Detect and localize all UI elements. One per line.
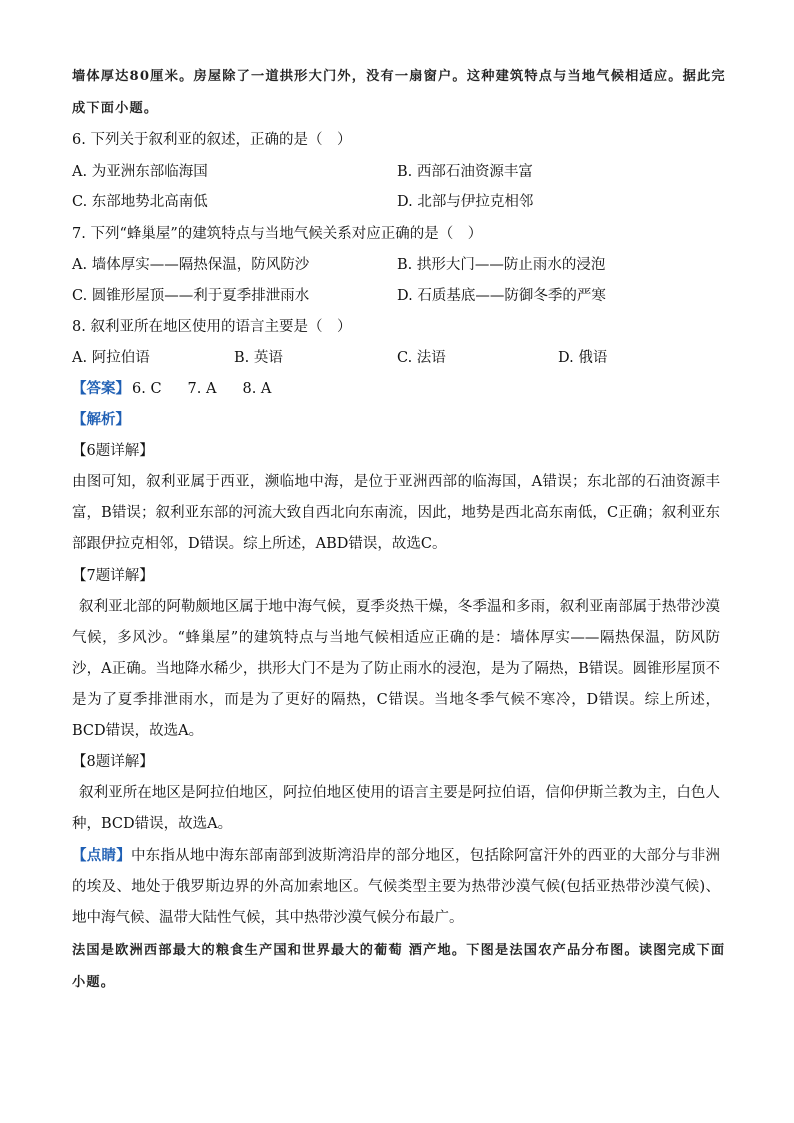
question-8-option-c: C. 法语 (397, 350, 446, 366)
question-8-stem: 8. 叙利亚所在地区使用的语言主要是（ ） (72, 319, 352, 335)
question-7-option-c: C. 圆锥形屋顶——利于夏季排泄雨水 (72, 288, 310, 304)
detail-8-text: 叙利亚所在地区是阿拉伯地区，阿拉伯地区使用的语言主要是阿拉伯语，信仰伊斯兰教为主，白色人种，BCD错误，故选A。 (72, 785, 720, 832)
answer-7: 7. A (187, 381, 217, 397)
question-6-option-c: C. 东部地势北高南低 (72, 194, 208, 210)
question-6-option-b: B. 西部石油资源丰富 (397, 164, 533, 180)
detail-7-text: 叙利亚北部的阿勒颇地区属于地中海气候，夏季炎热干燥，冬季温和多雨，叙利亚南部属于热带沙漠气候，多风沙。“蜂巢屋”的建筑特点与当地气候相适应正确的是：墙体厚实——隔热保温，防风防沙，A正确。当地降水稀少，拱形大门不是为了防止雨水的浸泡，是为了隔热，B错误。圆锥形屋顶不是为了夏季排泄雨水，而是为了更好的隔热，C错误。当地冬季气候不寒冷，D错误。综上所述，BCD错误，故选A。 (72, 599, 720, 739)
question-7-option-a: A. 墙体厚实——隔热保温，防风防沙 (72, 257, 310, 273)
detail-6-text: 由图可知，叙利亚属于西亚，濒临地中海，是位于亚洲西部的临海国，A错误；东北部的石油资源丰富，B错误；叙利亚东部的河流大致自西北向东南流，因此，地势是西北高东南低，C正确；叙利亚东部跟伊拉克相邻，D错误。综上所述，ABD错误，故选C。 (72, 474, 720, 552)
intro-line-1: 墙体厚达80厘米。房屋除了一道拱形大门外，没有一扇窗户。这种建筑特点与当地气候相适应。据此完 (72, 69, 726, 84)
question-7-stem: 7. 下列“蜂巢屋”的建筑特点与当地气候关系对应正确的是（ ） (72, 226, 483, 242)
detail-8-heading: 【8题详解】 (72, 754, 154, 770)
question-7-option-d: D. 石质基底——防御冬季的严寒 (397, 288, 606, 304)
answer-line (72, 379, 722, 399)
answer-8: 8. A (242, 381, 272, 397)
tip-block (72, 840, 720, 934)
analysis-label: 【解析】 (72, 411, 130, 428)
answer-label: 【答案】 (72, 380, 130, 397)
tip-text: 中东指从地中海东部南部到波斯湾沿岸的部分地区，包括除阿富汗外的西亚的大部分与非洲的埃及、地处于俄罗斯边界的外高加索地区。气候类型主要为热带沙漠气候(包括亚热带沙漠气候)、地中海气候、温带大陆性气候，其中热带沙漠气候分布最广。 (72, 848, 721, 926)
question-8-option-b: B. 英语 (234, 350, 283, 366)
question-8-option-a: A. 阿拉伯语 (72, 350, 150, 366)
next-intro-line-1: 法国是欧洲西部最大的粮食生产国和世界最大的葡萄 酒产地。下图是法国农产品分布图。读图完成下面 (72, 943, 726, 958)
question-6-stem: 6. 下列关于叙利亚的叙述，正确的是（ ） (72, 132, 352, 148)
detail-7-heading: 【7题详解】 (72, 568, 154, 584)
question-6-option-d: D. 北部与伊拉克相邻 (397, 194, 534, 210)
question-6-option-a: A. 为亚洲东部临海国 (72, 164, 208, 180)
question-7-option-b: B. 拱形大门——防止雨水的浸泡 (397, 257, 606, 273)
answer-6: 6. C (132, 381, 162, 397)
intro-line-2: 成下面小题。 (72, 101, 159, 116)
detail-6-heading: 【6题详解】 (72, 443, 154, 459)
tip-label: 【点睛】 (72, 847, 131, 864)
next-intro-line-2: 小题。 (72, 975, 116, 990)
question-8-option-d: D. 俄语 (558, 350, 608, 366)
